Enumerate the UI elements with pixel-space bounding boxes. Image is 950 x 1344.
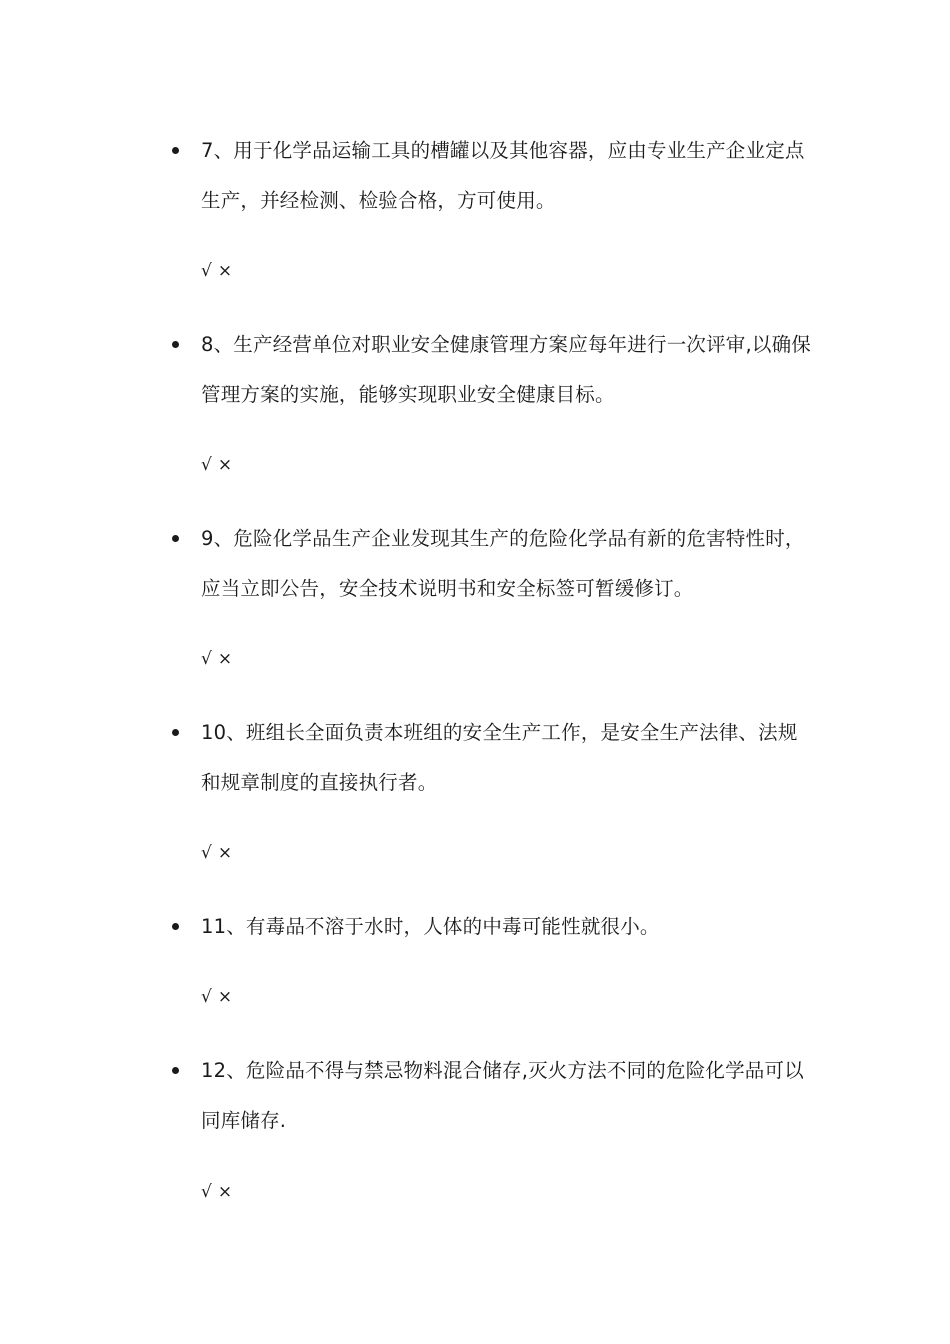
- true-option[interactable]: √: [201, 843, 212, 863]
- answer-options: [201, 259, 232, 283]
- question-text: 10、班组长全面负责本班组的安全生产工作，是安全生产法律、法规和规章制度的直接执行者。: [201, 721, 798, 794]
- true-option[interactable]: √: [201, 987, 212, 1007]
- bullet-icon: [172, 535, 179, 542]
- false-option[interactable]: ×: [217, 1182, 233, 1202]
- true-option[interactable]: √: [201, 649, 212, 669]
- question-text: 9、危险化学品生产企业发现其生产的危险化学品有新的危害特性时，应当立即公告，安全技术说明书和安全标签可暂缓修订。: [201, 527, 805, 600]
- question-text: 12、危险品不得与禁忌物料混合储存,灭火方法不同的危险化学品可以同库储存.: [201, 1059, 804, 1132]
- true-option[interactable]: √: [201, 1182, 212, 1202]
- answer-options: [201, 453, 232, 477]
- false-option[interactable]: ×: [217, 843, 233, 863]
- bullet-icon: [172, 147, 179, 154]
- bullet-icon: [172, 1067, 179, 1074]
- false-option[interactable]: ×: [217, 649, 233, 669]
- question-text: 11、有毒品不溶于水时，人体的中毒可能性就很小。: [201, 915, 660, 938]
- answer-options: [201, 985, 232, 1009]
- bullet-icon: [172, 341, 179, 348]
- false-option[interactable]: ×: [217, 261, 233, 281]
- answer-options: [201, 841, 232, 865]
- bullet-icon: [172, 729, 179, 736]
- bullet-icon: [172, 923, 179, 930]
- true-option[interactable]: √: [201, 261, 212, 281]
- question-text: 8、生产经营单位对职业安全健康管理方案应每年进行一次评审,以确保管理方案的实施，能够实现职业安全健康目标。: [201, 333, 812, 406]
- true-option[interactable]: √: [201, 455, 212, 475]
- false-option[interactable]: ×: [217, 455, 233, 475]
- question-text: 7、用于化学品运输工具的槽罐以及其他容器，应由专业生产企业定点生产，并经检测、检验合格，方可使用。: [201, 139, 805, 212]
- answer-options: [201, 647, 232, 671]
- answer-options: [201, 1180, 232, 1204]
- false-option[interactable]: ×: [217, 987, 233, 1007]
